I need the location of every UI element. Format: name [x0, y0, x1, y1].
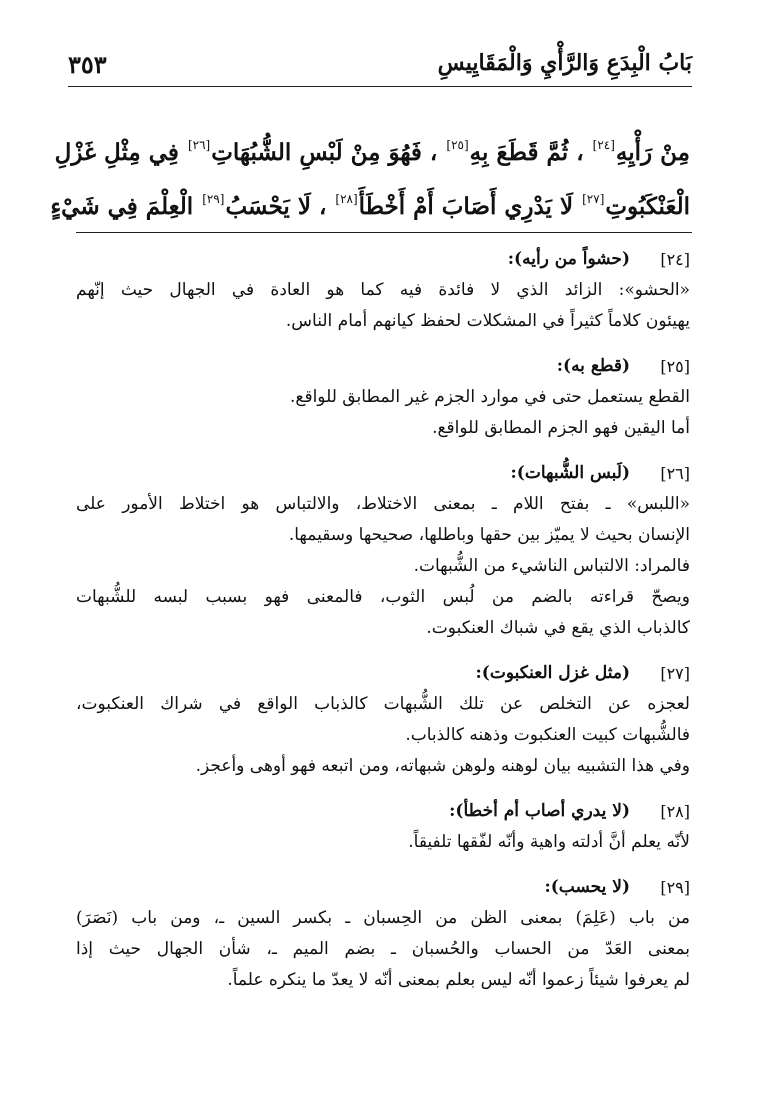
footnote-number: [٢٦]	[660, 464, 690, 483]
footnote-25	[76, 351, 690, 444]
footnote-head	[76, 796, 690, 827]
footnote-head	[76, 658, 690, 689]
main-segment-text: لَا يَدْرِي أَصَابَ أَمْ أَخْطَأَ	[358, 193, 574, 220]
footnote-26	[76, 458, 690, 644]
footnote-27	[76, 658, 690, 782]
header-rule	[68, 86, 692, 87]
main-text-line-1	[54, 122, 690, 176]
page-number: ٣٥٣	[68, 50, 107, 79]
footnote-number: [٢٤]	[660, 250, 690, 269]
main-segment-text: ، فَهُوَ مِنْ لَبْسِ الشُّبُهَاتِ	[211, 139, 438, 166]
footnote-head	[76, 244, 690, 275]
footnote-ref[interactable]: [٢٥]	[446, 138, 469, 152]
footnote-title: (مثل غزل العنكبوت):	[475, 663, 630, 683]
main-segment-text: ، لَا يَحْسَبُ	[225, 193, 327, 220]
main-text-line-2	[50, 176, 690, 230]
footnotes	[76, 244, 690, 1010]
footnote-28	[76, 796, 690, 858]
footnote-line: من باب (عَلِمَ) بمعنى الظن من الحِسبان ـ بكسر السين ـ، ومن باب (نَصَرَ)	[76, 908, 690, 928]
footnote-line: فالمراد: الالتباس الناشيء من الشُّبهات.	[413, 556, 690, 576]
notes-separator	[76, 232, 692, 233]
main-segment	[581, 193, 690, 220]
main-segment	[334, 193, 573, 220]
footnote-title: (لا يدري أصاب أم أخطأ):	[449, 801, 630, 821]
footnote-ref[interactable]: [٢٤]	[592, 138, 615, 152]
footnote-line: القطع يستعمل حتى في موارد الجزم غير المطابق للواقع.	[290, 387, 690, 407]
main-segment-text: الْعِلْمَ فِي شَيْءٍ	[50, 193, 194, 220]
footnote-line: «اللبس» ـ بفتح اللام ـ بمعنى الاختلاط، والالتباس هو اختلاط الأمور على	[76, 494, 690, 514]
main-segment-text: ، ثُمَّ قَطَعَ بِهِ	[469, 139, 584, 166]
footnote-ref[interactable]: [٢٩]	[202, 192, 225, 206]
footnote-head	[76, 458, 690, 489]
footnote-head	[76, 872, 690, 903]
footnote-line: كالذباب الذي يقع في شباك العنكبوت.	[426, 618, 690, 638]
main-segment	[592, 139, 690, 166]
footnote-line: «الحشو»: الزائد الذي لا فائدة فيه كما هو العادة في الجهال حيث إنّهم	[76, 280, 690, 300]
footnote-line: يهيئون كلاماً كثيراً في المشكلات لحفظ كيانهم أمام الناس.	[285, 311, 690, 331]
footnote-line: الإنسان بحيث لا يميّز بين حقها وباطلها، صحيحها وسقيمها.	[288, 525, 690, 545]
main-segment	[445, 139, 583, 166]
main-segment-text: الْعَنْكَبُوتِ	[605, 193, 690, 220]
main-segment	[187, 139, 437, 166]
main-text	[50, 122, 690, 230]
footnote-line: لأنّه يعلم أنَّ أدلته واهية وأنّه لفّقها تلفيقاً.	[408, 832, 690, 852]
footnote-24	[76, 244, 690, 337]
main-segment	[50, 193, 193, 220]
running-title: بَابُ الْبِدَعِ وَالرَّأْيِ وَالْمَقَايِيسِ	[437, 50, 692, 76]
footnote-line: بمعنى العَدّ من الحساب والحُسبان ـ بضم الميم ـ، شأن الجهال حيث إذا	[76, 939, 690, 959]
footnote-number: [٢٧]	[660, 664, 690, 683]
footnote-line: وفي هذا التشبيه بيان لوهنه ولوهن شبهاته، ومن اتبعه فهو أوهى وأعجز.	[195, 756, 690, 776]
footnote-line: لم يعرفوا شيئاً زعموا أنّه ليس بعلم بمعنى أنّه لا يعدّ ما ينكره علماً.	[227, 970, 690, 990]
footnote-ref[interactable]: [٢٦]	[187, 138, 211, 152]
page-header	[68, 46, 692, 86]
footnote-line: لعجزه عن التخلص عن تلك الشُّبهات كالذباب الواقع في شراك العنكبوت،	[76, 694, 690, 714]
footnote-title: (لَبس الشُّبهات):	[510, 463, 630, 483]
footnote-title: (قطع به):	[556, 356, 630, 376]
footnote-number: [٢٨]	[660, 802, 690, 821]
footnote-line: أما اليقين فهو الجزم المطابق للواقع.	[432, 418, 690, 438]
footnote-ref[interactable]: [٢٧]	[582, 192, 605, 206]
main-segment	[201, 193, 326, 220]
footnote-number: [٢٩]	[660, 878, 690, 897]
main-segment-text: مِنْ رَأْيِهِ	[615, 139, 690, 166]
footnote-line: ويصحّ قراءته بالضم من لُبس الثوب، فالمعنى فهو بسبب لبسه للشُّبهات	[76, 587, 690, 607]
footnote-head	[76, 351, 690, 382]
footnote-ref[interactable]: [٢٨]	[335, 192, 358, 206]
footnote-number: [٢٥]	[660, 357, 690, 376]
footnote-title: (لا يحسب):	[544, 877, 630, 897]
footnote-title: (حشواً من رأيه):	[507, 249, 630, 269]
main-segment	[55, 139, 179, 166]
footnote-line: فالشُّبهات كبيت العنكبوت وذهنه كالذباب.	[405, 725, 690, 745]
main-segment-text: فِي مِثْلِ غَزْلِ	[54, 139, 179, 166]
footnote-29	[76, 872, 690, 996]
